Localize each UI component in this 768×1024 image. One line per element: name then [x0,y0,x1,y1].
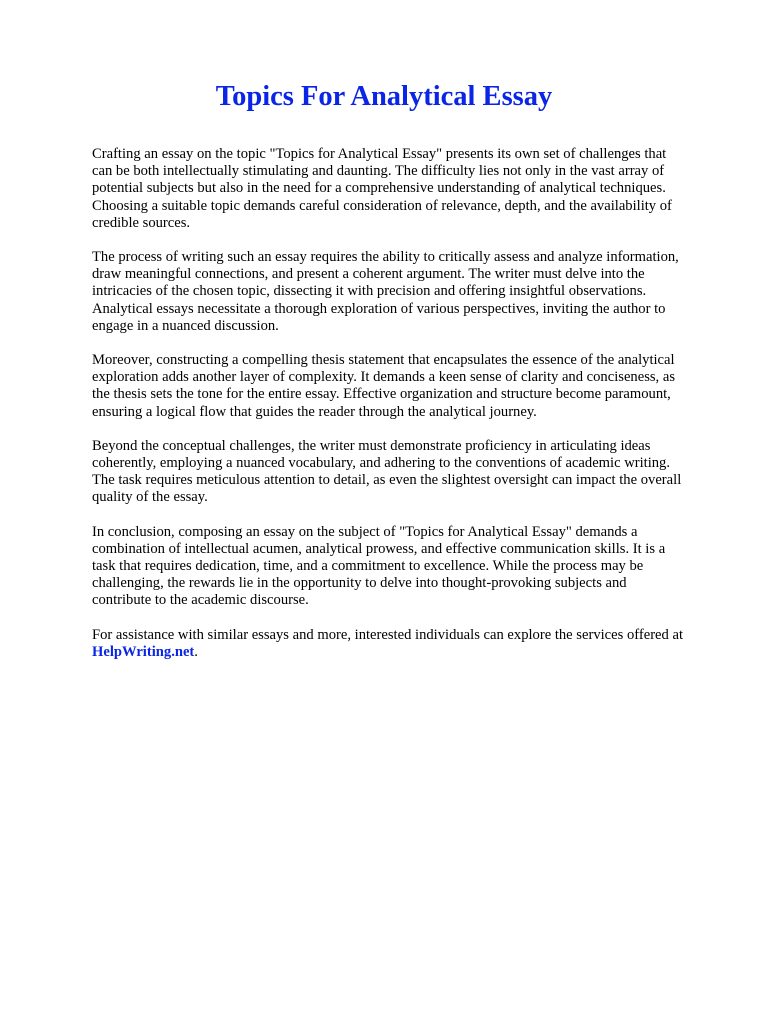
paragraph-line: challenging, the rewards lie in the opportunity to delve into thought-provoking subjects and [92,575,627,592]
paragraph-line: exploration adds another layer of complexity. It demands a keen sense of clarity and conciseness, as [92,369,676,386]
paragraph-2 [92,249,732,335]
essay-body [92,146,732,678]
paragraph-line: The process of writing such an essay requires the ability to critically assess and analyze information, [92,249,679,266]
paragraph-line: draw meaningful connections, and present a coherent argument. The writer must delve into the [92,266,645,283]
closing-paragraph [92,627,732,661]
paragraph-line: Moreover, constructing a compelling thesis statement that encapsulates the essence of the analytical [92,352,675,369]
paragraph-line: In conclusion, composing an essay on the subject of "Topics for Analytical Essay" demands a [92,523,638,540]
paragraph-line: Beyond the conceptual challenges, the writer must demonstrate proficiency in articulating ideas [92,437,651,454]
paragraph-line: The task requires meticulous attention to detail, as even the slightest oversight can impact the overall [92,472,682,489]
paragraph-line: ensuring a logical flow that guides the reader through the analytical journey. [92,403,537,420]
closing-link-line [92,644,732,661]
paragraph-line: combination of intellectual acumen, analytical prowess, and effective communication skills. It is a [92,540,666,557]
paragraph-line: intricacies of the chosen topic, dissecting it with precision and offering insightful observations. [92,283,647,300]
paragraph-line: coherently, employing a nuanced vocabulary, and adhering to the conventions of academic writing. [92,455,671,472]
helpwriting-link[interactable]: HelpWriting.net [92,643,195,660]
paragraph-line: engage in a nuanced discussion. [92,317,279,334]
paragraph-line: contribute to the academic discourse. [92,592,309,609]
closing-line: For assistance with similar essays and more, interested individuals can explore the services offered at [92,626,684,643]
paragraph-line: Crafting an essay on the topic "Topics for Analytical Essay" presents its own set of challenges that [92,146,667,162]
paragraph-line: potential subjects but also in the need for a comprehensive understanding of analytical techniques. [92,180,666,197]
paragraph-line: Analytical essays necessitate a thorough exploration of various perspectives, inviting the author to [92,300,666,317]
paragraph-5 [92,524,732,610]
paragraph-line: Choosing a suitable topic demands careful consideration of relevance, depth, and the availability of [92,197,672,214]
paragraph-line: can be both intellectually stimulating and daunting. The difficulty lies not only in the vast array of [92,163,665,180]
paragraph-line: credible sources. [92,214,191,231]
paragraph-line: the thesis sets the tone for the entire essay. Effective organization and structure become paramount, [92,386,671,403]
closing-period: . [194,643,198,660]
page-title: Topics For Analytical Essay [215,81,553,112]
paragraph-line: quality of the essay. [92,489,208,506]
paragraph-line: task that requires dedication, time, and a commitment to excellence. While the process may be [92,558,644,575]
paragraph-4 [92,438,732,507]
paragraph-3 [92,352,732,421]
paragraph-1 [92,146,732,232]
